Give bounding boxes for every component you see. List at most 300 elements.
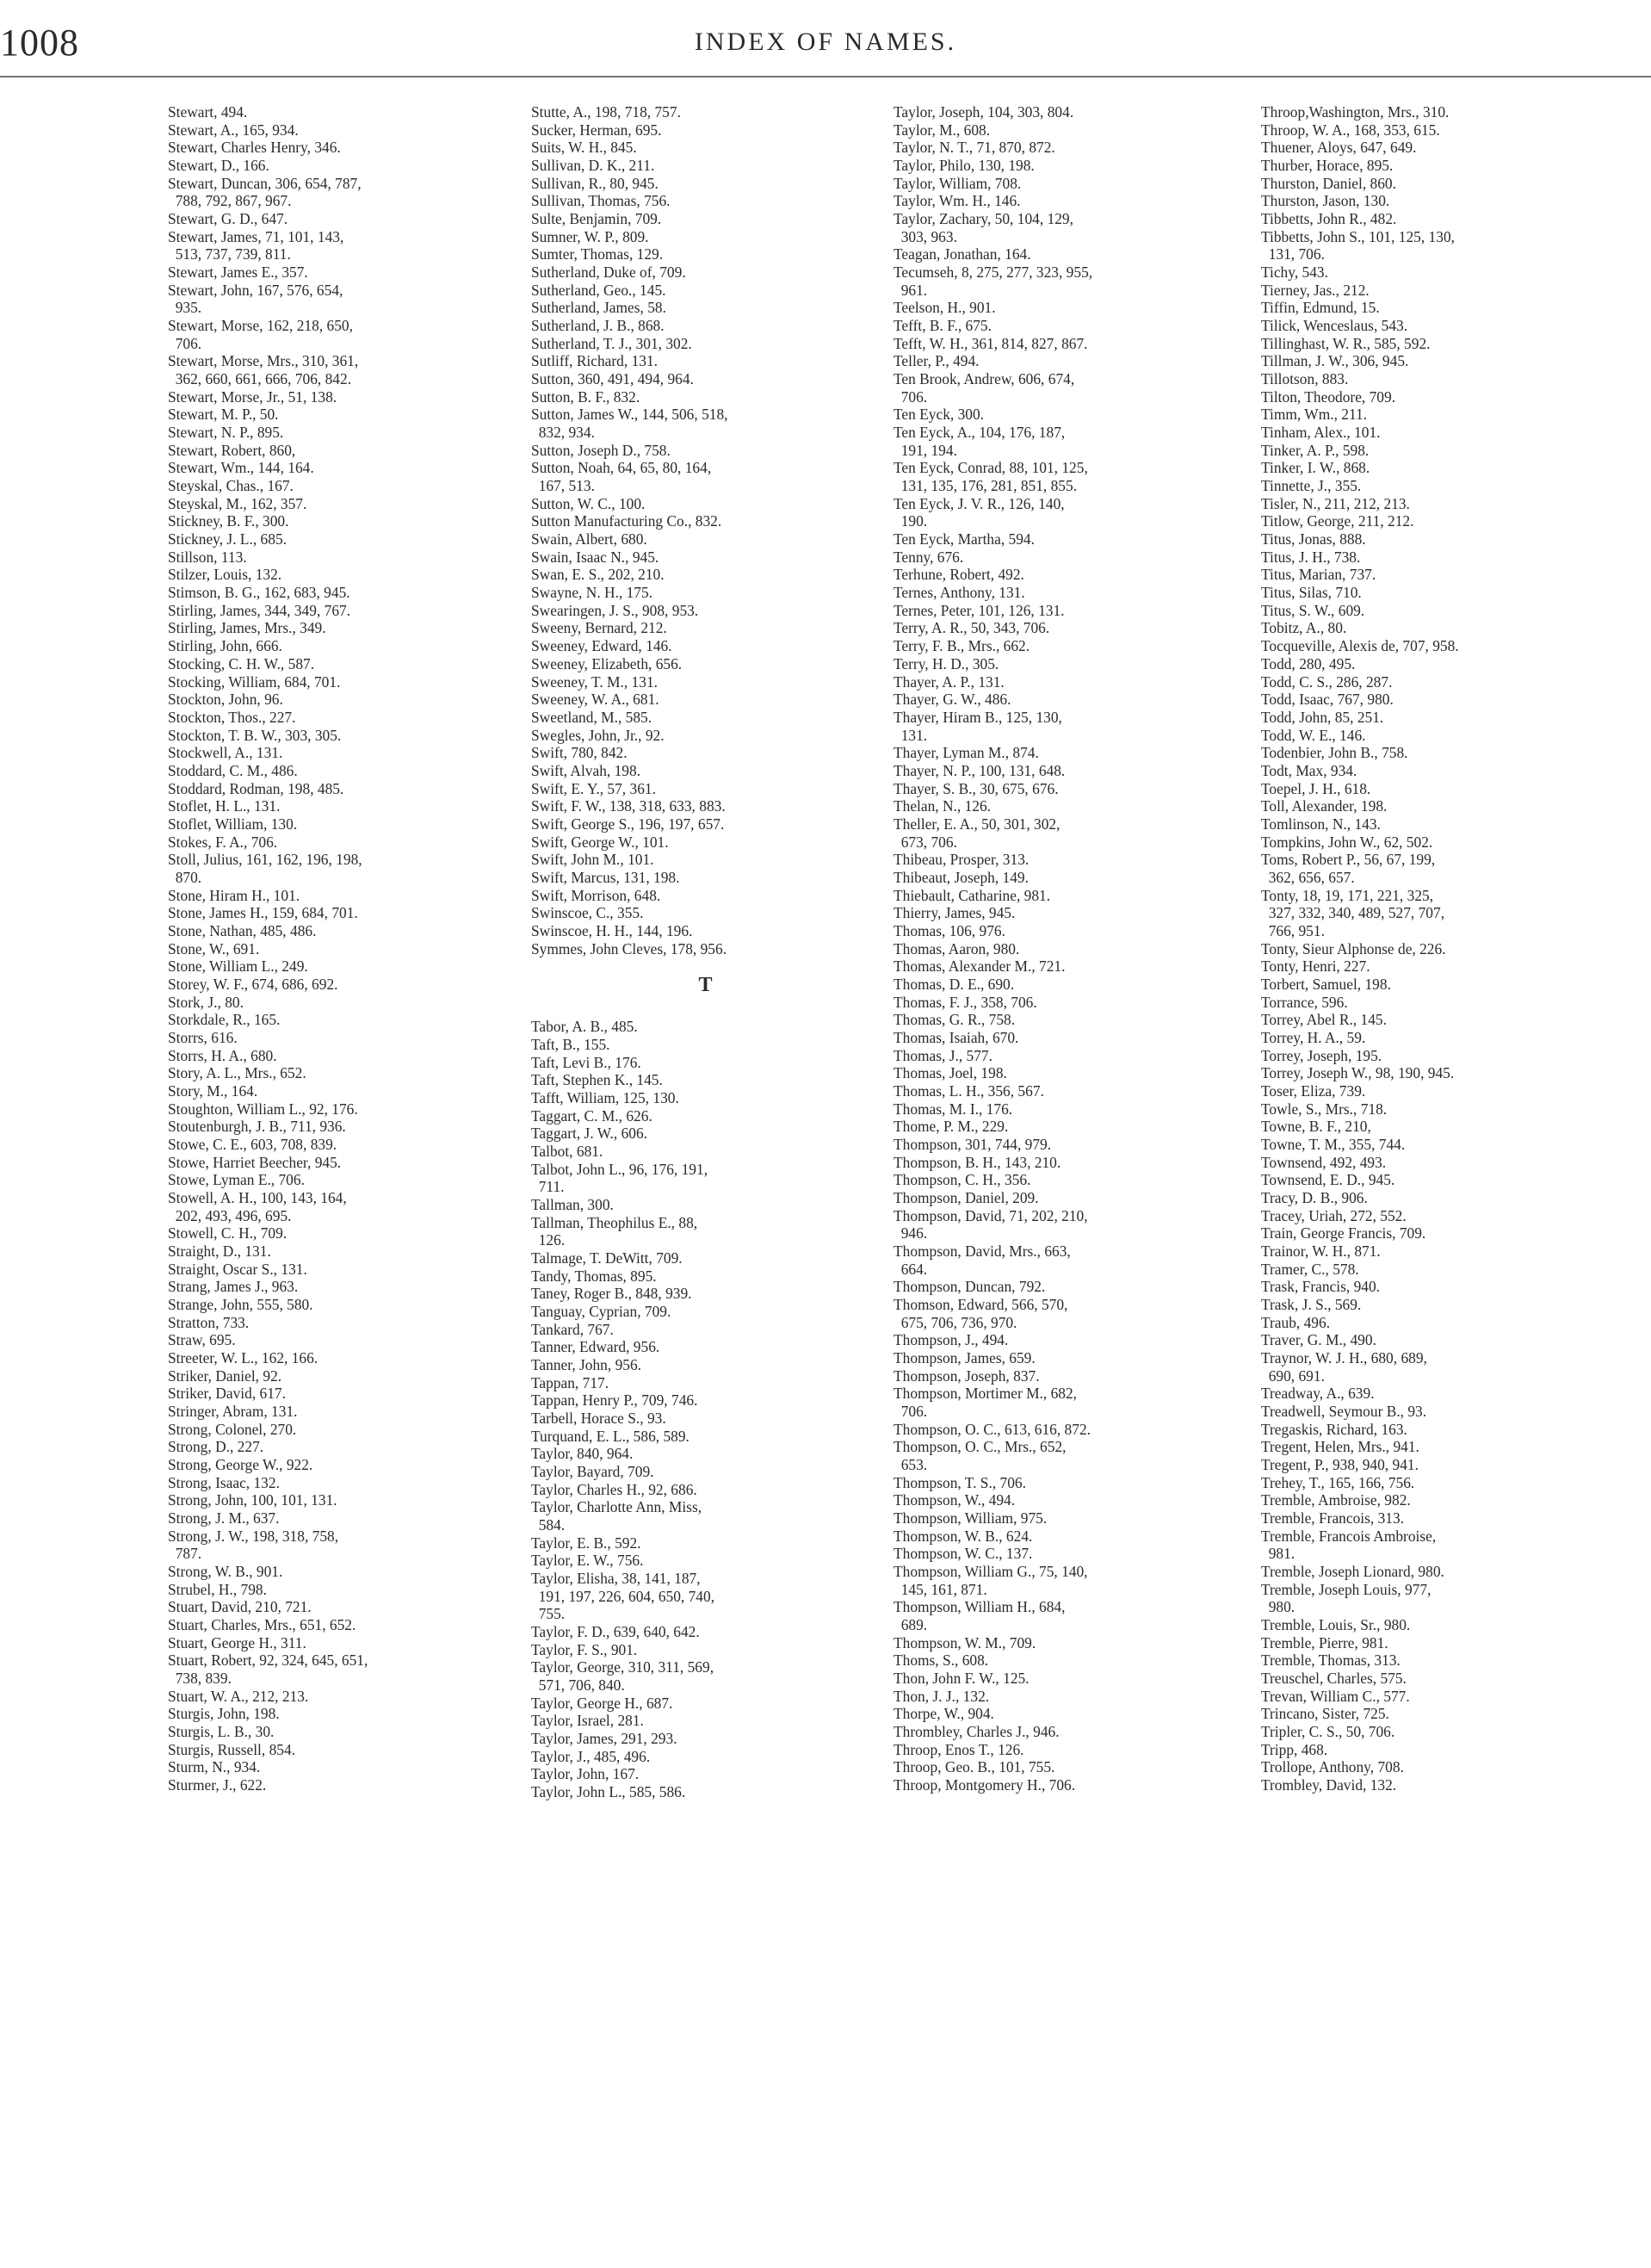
index-entry: Stillson, 113. — [168, 548, 247, 566]
index-entry: Taggart, C. M., 626. — [531, 1106, 652, 1125]
index-entry: Sutherland, Geo., 145. — [531, 281, 666, 299]
index-entry-continuation: 191, 194. — [894, 441, 957, 459]
index-entry: Tillinghast, W. R., 585, 592. — [1261, 334, 1431, 352]
index-entry: Stewart, M. P., 50. — [168, 406, 279, 424]
index-entry: Tremble, Louis, Sr., 980. — [1261, 1616, 1411, 1634]
index-entry: Thomas, G. R., 758. — [894, 1011, 1016, 1029]
index-entry: Tremble, Thomas, 313. — [1261, 1651, 1401, 1670]
index-entry: Stockton, T. B. W., 303, 305. — [168, 726, 342, 744]
index-entry: Thelan, N., 126. — [894, 797, 992, 815]
index-entry-continuation: 766, 951. — [1261, 921, 1325, 939]
index-entry: Stoflet, H. L., 131. — [168, 797, 281, 815]
index-entry: Toepel, J. H., 618. — [1261, 779, 1371, 797]
index-entry: Stone, James H., 159, 684, 701. — [168, 904, 358, 922]
index-entry-continuation: 946. — [894, 1224, 928, 1242]
index-entry-continuation: 738, 839. — [168, 1670, 232, 1688]
index-entry: Todd, C. S., 286, 287. — [1261, 672, 1393, 691]
index-entry: Thon, J. J., 132. — [894, 1687, 990, 1705]
index-entry: Todd, 280, 495. — [1261, 654, 1356, 672]
index-entry: Sullivan, D. K., 211. — [531, 157, 655, 175]
index-entry: Tonty, Henri, 227. — [1261, 957, 1370, 976]
index-column-1 — [168, 103, 516, 1794]
index-entry: Thompson, Daniel, 209. — [894, 1188, 1039, 1206]
index-entry: Storkdale, R., 165. — [168, 1011, 281, 1029]
index-entry: Sutton, Joseph D., 758. — [531, 441, 671, 459]
index-entry: Towne, B. F., 210, — [1261, 1118, 1371, 1136]
index-entry: Swain, Albert, 680. — [531, 530, 647, 548]
index-entry: Streeter, W. L., 162, 166. — [168, 1349, 318, 1367]
index-entry: Tinnette, J., 355. — [1261, 477, 1362, 495]
index-entry: Sutherland, J. B., 868. — [531, 317, 665, 335]
index-entry: Stirling, John, 666. — [168, 637, 282, 655]
index-entry: Swayne, N. H., 175. — [531, 584, 653, 602]
page-header — [0, 15, 1651, 67]
index-entry: Sutliff, Richard, 131. — [531, 352, 659, 370]
index-entry: Trevan, William C., 577. — [1261, 1687, 1410, 1705]
index-entry: Strong, Colonel, 270. — [168, 1420, 297, 1438]
index-entry: Stone, Nathan, 485, 486. — [168, 921, 317, 939]
index-entry: Thomas, Alexander M., 721. — [894, 957, 1066, 976]
index-entry: Thompson, W. C., 137. — [894, 1545, 1033, 1563]
index-entry: Tregent, P., 938, 940, 941. — [1261, 1456, 1419, 1474]
index-entry: Straight, D., 131. — [168, 1242, 271, 1260]
index-entry: Taylor, Joseph, 104, 303, 804. — [894, 103, 1074, 121]
index-entry: Tabor, A. B., 485. — [531, 1018, 638, 1036]
index-entry: Taylor, Wm. H., 146. — [894, 192, 1021, 210]
index-entry: Thierry, James, 945. — [894, 904, 1016, 922]
index-entry: Sumner, W. P., 809. — [531, 227, 649, 245]
index-entry: Taylor, Charles H., 92, 686. — [531, 1480, 697, 1498]
index-entry: Swift, George W., 101. — [531, 833, 669, 851]
index-entry: Titus, Jonas, 888. — [1261, 530, 1366, 548]
index-entry: Thompson, 301, 744, 979. — [894, 1135, 1052, 1153]
index-entry: Taylor, Zachary, 50, 104, 129, — [894, 210, 1073, 228]
index-entry: Stuart, George H., 311. — [168, 1633, 306, 1651]
index-entry-continuation: 327, 332, 340, 489, 527, 707, — [1261, 904, 1445, 922]
index-entry: Swan, E. S., 202, 210. — [531, 566, 665, 584]
index-entry: Tanguay, Cyprian, 709. — [531, 1303, 671, 1320]
index-entry: Traub, 496. — [1261, 1313, 1331, 1331]
index-entry: Towle, S., Mrs., 718. — [1261, 1100, 1388, 1118]
index-entry-continuation: 706. — [894, 387, 928, 406]
index-entry: Terry, H. D., 305. — [894, 654, 999, 672]
index-entry: Taylor, William, 708. — [894, 174, 1022, 192]
index-entry: Stoflet, William, 130. — [168, 815, 298, 833]
index-entry: Taylor, M., 608. — [894, 121, 991, 139]
index-entry: Theller, E. A., 50, 301, 302, — [894, 815, 1060, 833]
index-entry: Thibeau, Prosper, 313. — [894, 851, 1030, 869]
index-entry: Stewart, Wm., 144, 164. — [168, 459, 314, 477]
index-entry: Torrey, Joseph W., 98, 190, 945. — [1261, 1064, 1455, 1082]
index-entry: Treuschel, Charles, 575. — [1261, 1670, 1407, 1688]
index-entry: Tillman, J. W., 306, 945. — [1261, 352, 1409, 370]
index-entry: Steyskal, M., 162, 357. — [168, 494, 307, 512]
index-entry: Storrs, 616. — [168, 1028, 238, 1046]
index-entry: Sulte, Benjamin, 709. — [531, 210, 662, 228]
index-entry-continuation: 711. — [531, 1178, 565, 1196]
index-entry: Strong, J. W., 198, 318, 758, — [168, 1527, 339, 1545]
index-entry: Throop, Montgomery H., 706. — [894, 1776, 1076, 1794]
index-entry: Taylor, Philo, 130, 198. — [894, 157, 1035, 175]
index-entry-continuation: 787. — [168, 1545, 202, 1563]
index-entry: Swift, Alvah, 198. — [531, 761, 641, 779]
index-entry: Taylor, E. W., 756. — [531, 1552, 644, 1570]
index-entry: Terry, A. R., 50, 343, 706. — [894, 619, 1050, 637]
index-entry: Thompson, B. H., 143, 210. — [894, 1153, 1061, 1171]
index-entry: Thomas, Aaron, 980. — [894, 939, 1020, 957]
index-entry: Stewart, Duncan, 306, 654, 787, — [168, 174, 362, 192]
index-entry-continuation: 664. — [894, 1260, 928, 1278]
index-entry: Ternes, Anthony, 131. — [894, 584, 1025, 602]
index-entry: Symmes, John Cleves, 178, 956. — [531, 939, 727, 957]
index-entry: Stickney, J. L., 685. — [168, 530, 287, 548]
index-entry: Taylor, Elisha, 38, 141, 187, — [531, 1570, 701, 1588]
index-entry: Taylor, Israel, 281. — [531, 1712, 644, 1730]
index-entry: Taylor, John, 167. — [531, 1765, 640, 1783]
index-entry: Stocking, William, 684, 701. — [168, 672, 341, 691]
section-letter: T — [698, 974, 713, 997]
index-entry: Stoddard, C. M., 486. — [168, 761, 298, 779]
index-entry: Tremble, Joseph Louis, 977, — [1261, 1580, 1431, 1598]
index-entry: Tiffin, Edmund, 15. — [1261, 299, 1380, 317]
index-entry: Sturm, N., 934. — [168, 1758, 261, 1776]
index-entry: Taft, Stephen K., 145. — [531, 1071, 663, 1089]
index-entry-continuation: 675, 706, 736, 970. — [894, 1313, 1017, 1331]
index-entry: Sutton, W. C., 100. — [531, 494, 646, 512]
index-entry: Stewart, James, 71, 101, 143, — [168, 227, 344, 245]
index-entry: Stowe, C. E., 603, 708, 839. — [168, 1135, 337, 1153]
index-entry: Thompson, O. C., 613, 616, 872. — [894, 1420, 1091, 1438]
index-entry: Taylor, 840, 964. — [531, 1445, 634, 1463]
index-entry: Thon, John F. W., 125. — [894, 1670, 1030, 1688]
index-entry: Toll, Alexander, 198. — [1261, 797, 1388, 815]
index-entry: Storrs, H. A., 680. — [168, 1046, 277, 1064]
index-entry: Swift, F. W., 138, 318, 633, 883. — [531, 797, 726, 815]
index-entry: Taylor, George, 310, 311, 569, — [531, 1658, 714, 1676]
index-entry: Storey, W. F., 674, 686, 692. — [168, 975, 338, 993]
index-entry-continuation: 303, 963. — [894, 227, 957, 245]
index-entry: Tefft, B. F., 675. — [894, 317, 992, 335]
index-entry-continuation: 935. — [168, 299, 202, 317]
index-entry: Swift, E. Y., 57, 361. — [531, 779, 656, 797]
index-entry: Thomas, L. H., 356, 567. — [894, 1081, 1044, 1100]
index-entry: Thomas, Joel, 198. — [894, 1064, 1007, 1082]
index-entry: Sumter, Thomas, 129. — [531, 245, 664, 263]
index-entry: Swift, Marcus, 131, 198. — [531, 868, 680, 886]
index-entry: Straight, Oscar S., 131. — [168, 1260, 307, 1278]
index-entry: Turquand, E. L., 586, 589. — [531, 1427, 689, 1445]
index-entry-continuation: 706. — [894, 1403, 928, 1421]
index-entry: Sturgis, L. B., 30. — [168, 1723, 275, 1741]
index-entry: Tefft, W. H., 361, 814, 827, 867. — [894, 334, 1088, 352]
index-entry: Taylor, James, 291, 293. — [531, 1730, 677, 1748]
index-entry: Tregaskis, Richard, 163. — [1261, 1420, 1407, 1438]
index-entry: Thompson, W. M., 709. — [894, 1633, 1036, 1651]
index-entry: Tonty, Sieur Alphonse de, 226. — [1261, 939, 1446, 957]
index-entry-continuation: 362, 660, 661, 666, 706, 842. — [168, 370, 352, 388]
index-entry: Thompson, David, Mrs., 663, — [894, 1242, 1071, 1260]
index-entry: Strubel, H., 798. — [168, 1580, 267, 1598]
index-entry-continuation: 131, 706. — [1261, 245, 1325, 263]
index-entry: Titus, S. W., 609. — [1261, 601, 1365, 619]
index-entry: Stewart, Morse, Mrs., 310, 361, — [168, 352, 359, 370]
index-entry: Thayer, Hiram B., 125, 130, — [894, 708, 1062, 726]
index-entry: Stockwell, A., 131. — [168, 744, 283, 762]
index-entry: Stickney, B. F., 300. — [168, 512, 289, 530]
index-entry: Stoutenburgh, J. B., 711, 936. — [168, 1118, 346, 1136]
index-entry: Towne, T. M., 355, 744. — [1261, 1135, 1406, 1153]
index-entry: Strong, W. B., 901. — [168, 1563, 283, 1581]
index-entry: Sullivan, R., 80, 945. — [531, 174, 659, 192]
index-entry: Stringer, Abram, 131. — [168, 1403, 298, 1421]
index-entry-continuation: 191, 197, 226, 604, 650, 740, — [531, 1587, 715, 1605]
index-entry: Ten Eyck, Martha, 594. — [894, 530, 1035, 548]
index-entry: Titus, Marian, 737. — [1261, 566, 1376, 584]
index-entry: Thomas, F. J., 358, 706. — [894, 993, 1037, 1011]
index-entry: Sutton Manufacturing Co., 832. — [531, 512, 722, 530]
index-entry: Talmage, T. DeWitt, 709. — [531, 1249, 683, 1267]
index-entry: Tonty, 18, 19, 171, 221, 325, — [1261, 886, 1434, 904]
index-entry: Treadway, A., 639. — [1261, 1385, 1375, 1403]
index-entry: Thompson, James, 659. — [894, 1349, 1036, 1367]
index-entry: Sturgis, Russell, 854. — [168, 1740, 296, 1758]
index-entry: Stimson, B. G., 162, 683, 945. — [168, 584, 350, 602]
index-entry: Taylor, N. T., 71, 870, 872. — [894, 139, 1055, 157]
index-entry: Tillotson, 883. — [1261, 370, 1349, 388]
index-entry: Taylor, George H., 687. — [531, 1694, 673, 1712]
index-entry: Torrey, Joseph, 195. — [1261, 1046, 1382, 1064]
index-entry: Thorpe, W., 904. — [894, 1705, 994, 1723]
index-entry: Stewart, D., 166. — [168, 157, 269, 175]
index-entry: Thurber, Horace, 895. — [1261, 157, 1394, 175]
index-entry-continuation: 832, 934. — [531, 424, 595, 442]
index-entry: Titus, J. H., 738. — [1261, 548, 1361, 566]
index-entry: Thompson, William G., 75, 140, — [894, 1563, 1088, 1581]
running-title: INDEX OF NAMES. — [694, 28, 957, 56]
index-entry: Thompson, David, 71, 202, 210, — [894, 1206, 1088, 1224]
index-entry: Thrombley, Charles J., 946. — [894, 1723, 1060, 1741]
index-entry: Torbert, Samuel, 198. — [1261, 975, 1391, 993]
index-entry: Stratton, 733. — [168, 1313, 250, 1331]
index-entry: Stewart, A., 165, 934. — [168, 121, 299, 139]
index-entry: Tichy, 543. — [1261, 263, 1328, 282]
index-entry: Thompson, Mortimer M., 682, — [894, 1385, 1078, 1403]
index-entry: Thompson, Joseph, 837. — [894, 1366, 1040, 1385]
index-entry-continuation: 689. — [894, 1616, 928, 1634]
index-entry: Tallman, Theophilus E., 88, — [531, 1213, 698, 1231]
index-entry: Throop,Washington, Mrs., 310. — [1261, 103, 1450, 121]
index-entry: Stone, William L., 249. — [168, 957, 308, 976]
index-entry: Trollope, Anthony, 708. — [1261, 1758, 1404, 1776]
index-entry-continuation: 571, 706, 840. — [531, 1676, 625, 1695]
index-entry: Tompkins, John W., 62, 502. — [1261, 833, 1433, 851]
index-entry: Sweeny, Bernard, 212. — [531, 619, 667, 637]
index-entry: Taft, B., 155. — [531, 1035, 610, 1053]
index-entry-continuation: 167, 513. — [531, 477, 595, 495]
index-spacer — [531, 1009, 880, 1018]
index-entry-continuation: 690, 691. — [1261, 1366, 1325, 1385]
index-entry: Ten Eyck, Conrad, 88, 101, 125, — [894, 459, 1088, 477]
index-entry: Toms, Robert P., 56, 67, 199, — [1261, 851, 1436, 869]
index-entry: Thurston, Jason, 130. — [1261, 192, 1390, 210]
index-entry: Throop, W. A., 168, 353, 615. — [1261, 121, 1440, 139]
index-entry: Stewart, Robert, 860, — [168, 441, 296, 459]
index-entry: Throop, Geo. B., 101, 755. — [894, 1758, 1055, 1776]
index-entry: Stoddard, Rodman, 198, 485. — [168, 779, 344, 797]
index-entry: Stirling, James, 344, 349, 767. — [168, 601, 351, 619]
index-entry: Taylor, Bayard, 709. — [531, 1463, 654, 1481]
index-entry: Swinscoe, H. H., 144, 196. — [531, 921, 693, 939]
index-spacer — [531, 957, 880, 966]
index-entry: Strong, J. M., 637. — [168, 1509, 280, 1527]
index-entry: Swift, John M., 101. — [531, 851, 654, 869]
index-entry: Stone, Hiram H., 101. — [168, 886, 300, 904]
index-entry: Train, George Francis, 709. — [1261, 1224, 1426, 1242]
index-entry: Stowe, Harriet Beecher, 945. — [168, 1153, 342, 1171]
index-entry: Thayer, S. B., 30, 675, 676. — [894, 779, 1059, 797]
index-entry: Tregent, Helen, Mrs., 941. — [1261, 1438, 1419, 1456]
index-entry: Story, A. L., Mrs., 652. — [168, 1064, 306, 1082]
index-entry: Thompson, W., 494. — [894, 1491, 1016, 1509]
index-entry: Treadwell, Seymour B., 93. — [1261, 1403, 1427, 1421]
index-entry: Tanner, Edward, 956. — [531, 1338, 660, 1356]
index-entry: Sutton, Noah, 64, 65, 80, 164, — [531, 459, 712, 477]
index-entry: Swift, 780, 842. — [531, 744, 628, 762]
index-entry: Sturgis, John, 198. — [168, 1705, 280, 1723]
index-entry: Strang, James J., 963. — [168, 1278, 299, 1296]
index-entry: Stoll, Julius, 161, 162, 196, 198, — [168, 851, 362, 869]
index-entry: Taylor, John L., 585, 586. — [531, 1783, 686, 1801]
index-entry: Throop, Enos T., 126. — [894, 1740, 1024, 1758]
index-entry: Sweetland, M., 585. — [531, 708, 652, 726]
index-entry: Tinker, A. P., 598. — [1261, 441, 1370, 459]
index-entry: Thompson, O. C., Mrs., 652, — [894, 1438, 1067, 1456]
index-entry: Tracey, Uriah, 272, 552. — [1261, 1206, 1407, 1224]
index-entry: Ten Brook, Andrew, 606, 674, — [894, 370, 1075, 388]
index-entry: Thiebault, Catharine, 981. — [894, 886, 1051, 904]
header-rule — [0, 76, 1651, 77]
index-entry: Todd, Isaac, 767, 980. — [1261, 691, 1394, 709]
index-entry: Tecumseh, 8, 275, 277, 323, 955, — [894, 263, 1093, 282]
index-entry: Thomson, Edward, 566, 570, — [894, 1296, 1068, 1314]
index-entry-continuation: 673, 706. — [894, 833, 957, 851]
index-entry: Sutton, 360, 491, 494, 964. — [531, 370, 694, 388]
index-entry: Tramer, C., 578. — [1261, 1260, 1359, 1278]
index-entry: Stocking, C. H. W., 587. — [168, 654, 315, 672]
index-entry: Stutte, A., 198, 718, 757. — [531, 103, 681, 121]
index-entry: Tremble, Ambroise, 982. — [1261, 1491, 1411, 1509]
index-entry: Tarbell, Horace S., 93. — [531, 1410, 666, 1428]
index-entry: Thompson, J., 494. — [894, 1331, 1009, 1349]
index-entry: Taylor, J., 485, 496. — [531, 1747, 651, 1765]
index-entry: Teagan, Jonathan, 164. — [894, 245, 1031, 263]
index-entry: Tremble, Francois Ambroise, — [1261, 1527, 1437, 1545]
index-entry: Sweeney, T. M., 131. — [531, 672, 658, 691]
index-entry: Stokes, F. A., 706. — [168, 833, 278, 851]
index-entry: Todd, John, 85, 251. — [1261, 708, 1384, 726]
index-entry: Thome, P. M., 229. — [894, 1118, 1009, 1136]
index-entry: Striker, David, 617. — [168, 1385, 286, 1403]
index-entry: Tafft, William, 125, 130. — [531, 1088, 679, 1106]
index-entry: Trombley, David, 132. — [1261, 1776, 1397, 1794]
index-entry: Swearingen, J. S., 908, 953. — [531, 601, 699, 619]
index-entry-continuation: 706. — [168, 334, 202, 352]
index-entry: Titlow, George, 211, 212. — [1261, 512, 1414, 530]
index-entry: Stowell, C. H., 709. — [168, 1224, 288, 1242]
page-number: 1008 — [0, 22, 79, 64]
index-entry: Thayer, N. P., 100, 131, 648. — [894, 761, 1066, 779]
index-entry: Stewart, Morse, Jr., 51, 138. — [168, 387, 337, 406]
index-entry-continuation: 131, 135, 176, 281, 851, 855. — [894, 477, 1078, 495]
index-entry: Tankard, 767. — [531, 1320, 614, 1338]
index-entry: Trainor, W. H., 871. — [1261, 1242, 1381, 1260]
index-entry: Timm, Wm., 211. — [1261, 406, 1368, 424]
index-entry: Stuart, Charles, Mrs., 651, 652. — [168, 1616, 356, 1634]
index-entry: Thomas, D. E., 690. — [894, 975, 1015, 993]
index-entry: Stockton, John, 96. — [168, 691, 283, 709]
index-entry: Tierney, Jas., 212. — [1261, 281, 1370, 299]
index-entry: Tanner, John, 956. — [531, 1356, 642, 1374]
index-entry: Torrance, 596. — [1261, 993, 1348, 1011]
index-entry: Stuart, David, 210, 721. — [168, 1598, 312, 1616]
index-entry: Sullivan, Thomas, 756. — [531, 192, 671, 210]
index-entry: Townsend, 492, 493. — [1261, 1153, 1387, 1171]
index-entry: Traver, G. M., 490. — [1261, 1331, 1376, 1349]
index-entry: Stewart, James E., 357. — [168, 263, 308, 282]
index-entry: Swain, Isaac N., 945. — [531, 548, 659, 566]
index-entry: Strong, D., 227. — [168, 1438, 264, 1456]
index-entry: Stewart, Morse, 162, 218, 650, — [168, 317, 353, 335]
index-entry: Steyskal, Chas., 167. — [168, 477, 294, 495]
index-entry: Trincano, Sister, 725. — [1261, 1705, 1389, 1723]
index-entry: Townsend, E. D., 945. — [1261, 1171, 1395, 1189]
index-entry: Stewart, N. P., 895. — [168, 424, 284, 442]
index-entry: Ten Eyck, J. V. R., 126, 140, — [894, 494, 1065, 512]
index-entry: Trehey, T., 165, 166, 756. — [1261, 1473, 1415, 1491]
index-entry: Thompson, C. H., 356. — [894, 1171, 1031, 1189]
index-entry: Trask, J. S., 569. — [1261, 1296, 1362, 1314]
index-entry: Stilzer, Louis, 132. — [168, 566, 282, 584]
index-entry-continuation: 981. — [1261, 1545, 1295, 1563]
index-entry: Strong, George W., 922. — [168, 1456, 313, 1474]
index-entry: Tallman, 300. — [531, 1195, 614, 1213]
index-entry: Trask, Francis, 940. — [1261, 1278, 1381, 1296]
index-entry: Tremble, Joseph Lionard, 980. — [1261, 1563, 1444, 1581]
index-entry: Strong, John, 100, 101, 131. — [168, 1491, 337, 1509]
index-entry: Thayer, Lyman M., 874. — [894, 744, 1039, 762]
index-entry: Tocqueville, Alexis de, 707, 958. — [1261, 637, 1459, 655]
index-entry: Stuart, W. A., 212, 213. — [168, 1687, 309, 1705]
index-entry: Teelson, H., 901. — [894, 299, 996, 317]
index-entry: Stewart, 494. — [168, 103, 248, 121]
index-entry: Thompson, William, 975. — [894, 1509, 1048, 1527]
index-entry-continuation: 870. — [168, 868, 202, 886]
index-entry: Torrey, H. A., 59. — [1261, 1028, 1366, 1046]
index-entry: Thomas, J., 577. — [894, 1046, 992, 1064]
index-entry: Taft, Levi B., 176. — [531, 1053, 641, 1071]
index-entry: Thibeaut, Joseph, 149. — [894, 868, 1029, 886]
index-entry: Sutton, B. F., 832. — [531, 387, 640, 406]
index-entry-continuation: 202, 493, 496, 695. — [168, 1206, 292, 1224]
index-entry: Suits, W. H., 845. — [531, 139, 637, 157]
index-entry: Sutherland, T. J., 301, 302. — [531, 334, 692, 352]
index-entry: Todt, Max, 934. — [1261, 761, 1357, 779]
index-column-3 — [894, 103, 1242, 1794]
index-entry: Tripler, C. S., 50, 706. — [1261, 1723, 1395, 1741]
index-entry: Taney, Roger B., 848, 939. — [531, 1285, 692, 1303]
index-entry-continuation: 513, 737, 739, 811. — [168, 245, 291, 263]
index-entry: Thompson, W. B., 624. — [894, 1527, 1033, 1545]
